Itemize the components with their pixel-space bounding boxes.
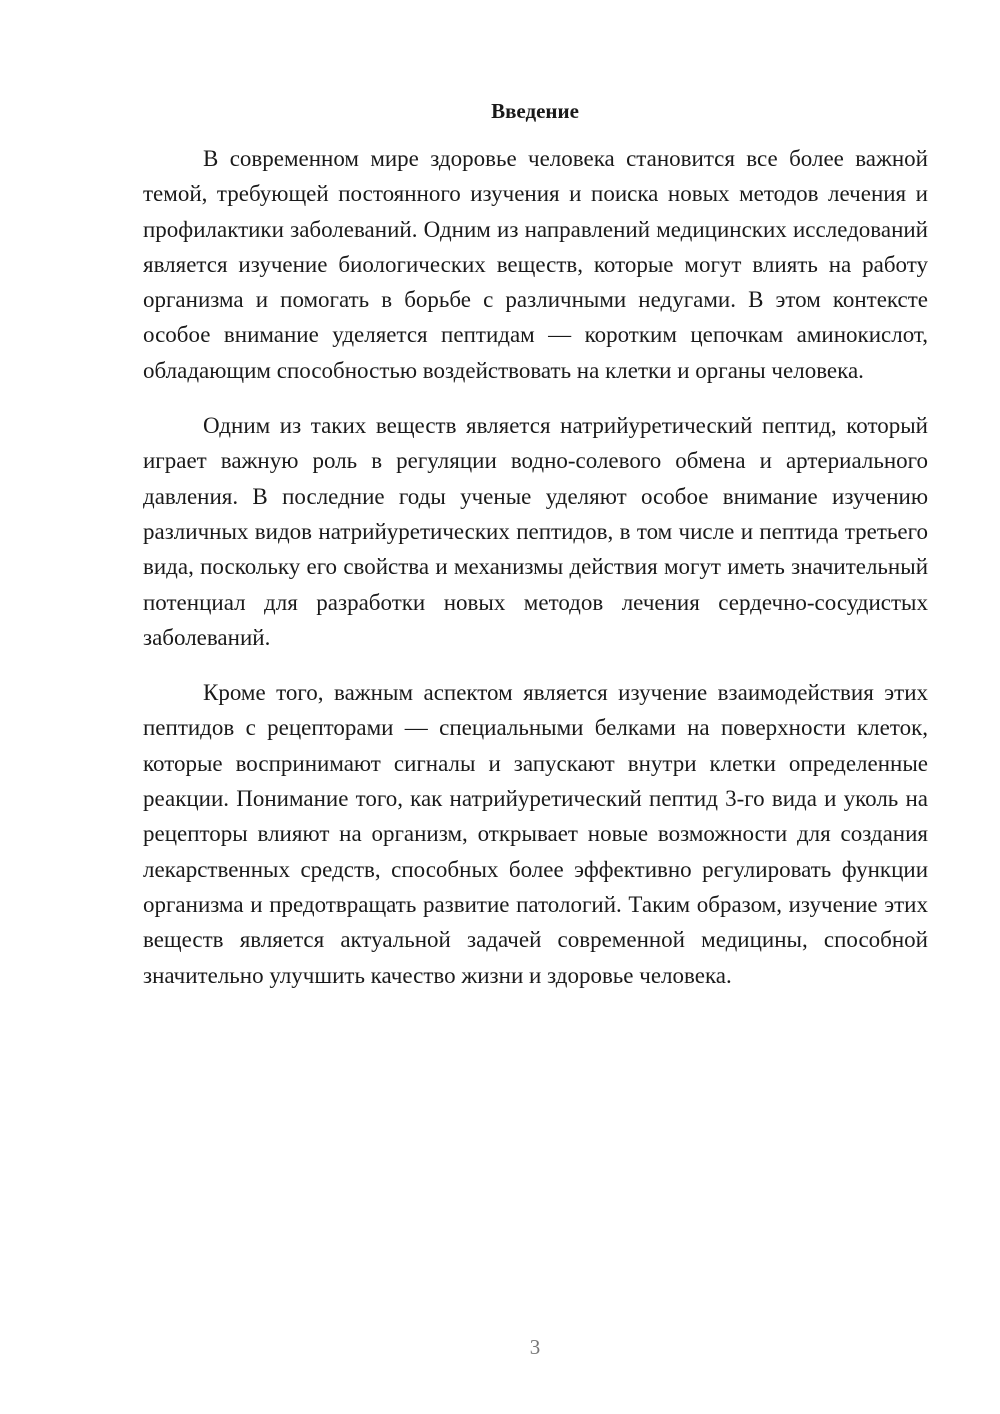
paragraph-1: В современном мире здоровье человека становится все более важной темой, требующей постоянного изучения и поиска новых методов лечения и профилактики заболеваний. Одним из направлений медицинских исследований является изучение биологических веществ, которые могут влиять на работу организма и помогать в борьбе с различными недугами. В этом контексте особое внимание уделяется пептидам — коротким цепочкам аминокислот, обладающим способностью воздействовать на клетки и органы человека. — [143, 146, 928, 383]
paragraph-2: Одним из таких веществ является натрийуретический пептид, который играет важную роль в регуляции водно-солевого обмена и артериального давления. В последние годы ученые уделяют особое внимание изучению различных видов натрийуретических пептидов, в том числе и пептида третьего вида, поскольку его свойства и механизмы действия могут иметь значительный потенциал для разработки новых методов лечения сердечно-сосудистых заболеваний. — [143, 413, 928, 650]
paragraph-3: Кроме того, важным аспектом является изучение взаимодействия этих пептидов с рецепторами — специальными белками на поверхности клеток, которые воспринимают сигналы и запускают внутри клетки определенные реакции. Понимание того, как натрийуретический пептид 3-го вида и уколь на рецепторы влияют на организм, открывает новые возможности для создания лекарственных средств, способных более эффективно регулировать функции организма и предотвращать развитие патологий. Таким образом, изучение этих веществ является актуальной задачей современной медицины, способной значительно улучшить качество жизни и здоровье человека. — [143, 680, 928, 988]
body-text — [143, 141, 928, 1013]
section-heading: Введение — [491, 99, 579, 123]
page-number: 3 — [529, 1335, 541, 1359]
